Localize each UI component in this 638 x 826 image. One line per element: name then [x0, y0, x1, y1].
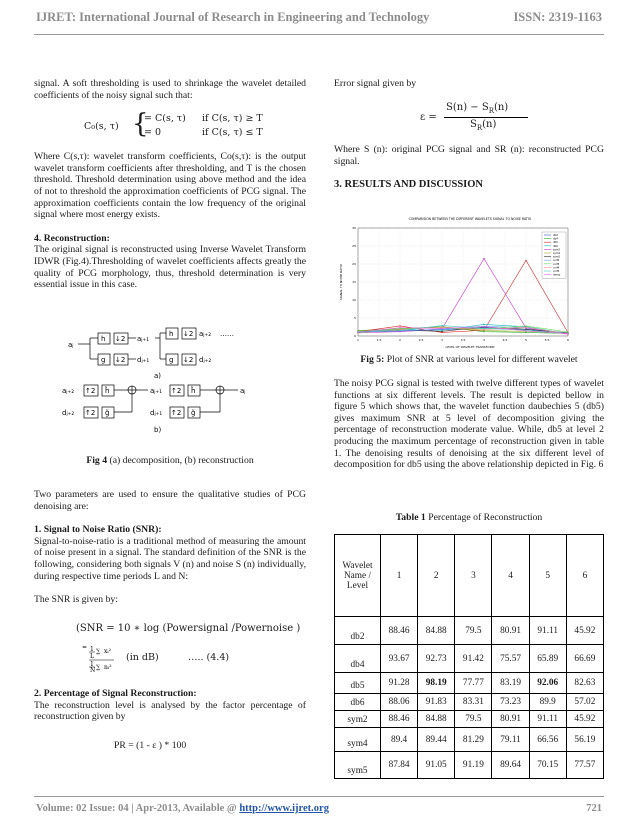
heading-reconstruction: 4. Reconstruction: [34, 232, 110, 244]
table-cell: 84.88 [418, 617, 455, 645]
table-cell: 79.5 [455, 711, 492, 728]
chart-legend-label: coif5 [553, 270, 560, 273]
eq-eps-lhs: ε = [420, 112, 437, 123]
chart-x-tick-label: 2.5 [418, 338, 424, 342]
paragraph-parameters: Two parameters are used to ensure the qualitative studies of PCG denoising are: [34, 489, 306, 512]
fig4-up-3: ↑2 [171, 387, 182, 395]
chart-y-tick-label: 30 [352, 226, 356, 230]
eq-lhs: C₀(s, τ) [84, 121, 119, 133]
table-cell: 80.91 [492, 711, 529, 728]
chart-x-tick-label: 1.5 [376, 338, 382, 342]
table-cell: 91.11 [529, 617, 566, 645]
chart-legend-label: coif4 [553, 266, 560, 270]
equation-snr-1: (SNR = 10 ∗ log (Powersignal /Powernoise ) [76, 623, 301, 634]
fig4-aj1: aⱼ₊₁ [137, 335, 150, 343]
paragraph-results: The noisy PCG signal is tested with twelve different types of wavelet functions at six different levels. The result is depicted bellow in figure 5 which shows that, the wavelet function daubechies 5 (db5) gives maximum SNR at 5 level of decomposition giving the percentage of reconstruction moderate value. While, db5 at level 2 producing the maximum percentage of reconstruction given in table 1. The denoising results of denoising at the six different level of decomposition for db5 using the above relationship depicted in Fig. 6 [334, 378, 604, 471]
chart-point-dmey [357, 331, 358, 332]
chart-x-tick-label: 3.5 [460, 338, 466, 342]
table-cell: 73.23 [492, 694, 529, 711]
fig4-dj2: dⱼ₊₂ [199, 356, 212, 364]
svg-text:1: 1 [90, 646, 94, 653]
table-cell-wavelet: sym5 [335, 752, 381, 779]
table-cell: 98.19 [418, 673, 455, 694]
th-level-5: 5 [529, 535, 566, 617]
paragraph-percentage: The reconstruction level is analysed by the factor percentage of reconstruction given by [34, 699, 306, 723]
fig4-diagram [62, 330, 268, 435]
table-cell: 93.67 [381, 645, 418, 673]
table-cell: 91.83 [418, 694, 455, 711]
snr-db: (in dB) [126, 652, 159, 663]
fig4-down-4: ↓2 [183, 356, 194, 364]
svg-text:1: 1 [90, 661, 94, 668]
fig4-up-4: ↑2 [171, 409, 182, 417]
eq-cond1: if C(s, τ) ≥ T [202, 113, 263, 125]
eq-eps-bar [444, 117, 528, 118]
reconstruction-table [334, 534, 604, 779]
table-cell: 79.5 [455, 617, 492, 645]
equation-snr-2 [80, 642, 280, 672]
snr-eq-number: ….. (4.4) [188, 652, 230, 663]
fig4-aj-b: aⱼ [240, 387, 246, 395]
table-row [335, 617, 604, 645]
paragraph-thresholding: signal. A soft thresholding is used to shrinkage the wavelet detailed coefficients of the noisy signal such that: [34, 78, 306, 101]
footer-rule [34, 796, 604, 797]
chart-point-coif4 [441, 326, 442, 327]
table-cell: 91.05 [418, 752, 455, 779]
chart-x-tick-label: 3 [441, 338, 443, 342]
chart-point-dmey [525, 330, 526, 331]
heading-percentage: 2. Percentage of Signal Reconstruction: [34, 688, 197, 699]
chart-legend-label: coif2 [553, 259, 560, 263]
page-number: 721 [586, 803, 602, 814]
table-row [335, 728, 604, 752]
fig4-down-3: ↓2 [183, 330, 194, 338]
eq-eps-denominator: $S_R(n)$ [470, 119, 497, 132]
table-cell-wavelet: db6 [335, 694, 381, 711]
fig4-gtilde-2: g̃ [191, 409, 196, 417]
table-cell: 66.69 [566, 645, 603, 673]
table-cell: 80.91 [492, 617, 529, 645]
chart-point-db6 [483, 324, 484, 325]
fig4-aj2-b: aⱼ₊₂ [62, 387, 75, 395]
svg-text:nᵢ²: nᵢ² [104, 664, 112, 671]
table-cell: 88.46 [381, 711, 418, 728]
fig4-up-2: ↑2 [85, 409, 96, 417]
chart-legend-label: sym2 [553, 248, 561, 252]
fig4-h-2: h [169, 330, 174, 338]
fig4-aj2: aⱼ₊₂ [199, 330, 212, 338]
left-column [34, 78, 306, 291]
fig4-h-1: h [101, 335, 106, 343]
fig5-caption-label: Fig 5: [360, 354, 385, 365]
chart-point-coif3 [525, 325, 526, 326]
chart-point-db5 [399, 325, 400, 326]
table-row [335, 694, 604, 711]
eq-cond2: if C(s, τ) ≤ T [202, 127, 263, 139]
table-cell: 83.19 [492, 673, 529, 694]
table-row [335, 645, 604, 673]
fig5-chart [336, 212, 604, 350]
table-cell-wavelet: sym2 [335, 711, 381, 728]
chart-point-dmey [399, 327, 400, 328]
table-cell: 91.28 [381, 673, 418, 694]
chart-legend-label: dmey [553, 273, 561, 277]
fig4-caption-label: Fig 4 [86, 455, 108, 466]
table-cell: 89.4 [381, 728, 418, 752]
chart-legend-label: db5 [553, 241, 558, 245]
fig4-label-a: a) [154, 372, 162, 380]
table-cell: 45.92 [566, 617, 603, 645]
chart-legend-label: db6 [553, 244, 558, 248]
svg-text:∑: ∑ [96, 648, 101, 655]
chart-x-tick-label: 4.5 [502, 338, 508, 342]
equation-threshold [34, 107, 306, 149]
left-column-lower [34, 489, 306, 606]
table-header-row [335, 535, 604, 617]
table-cell: 77.77 [455, 673, 492, 694]
eq-case2: = 0 [144, 127, 162, 139]
chart-legend-label: coif3 [553, 262, 560, 266]
table-row [335, 752, 604, 779]
heading-snr: 1. Signal to Noise Ratio (SNR): [34, 524, 162, 536]
chart-x-tick-label: 4 [483, 338, 485, 342]
table-cell: 57.02 [566, 694, 603, 711]
table-caption-text: Percentage of Reconstruction [425, 512, 543, 523]
th-level-2: 2 [418, 535, 455, 617]
chart-legend-label: sym5 [553, 255, 561, 259]
table-cell: 84.88 [418, 711, 455, 728]
right-column-top [334, 144, 604, 191]
fig4-htilde-1: h̃ [105, 387, 110, 395]
footer-volume: Volume: 02 Issue: 04 | Apr-2013, Available @ http://www.ijret.org [36, 803, 329, 814]
fig4-down-1: ↓2 [115, 335, 126, 343]
svg-text:∑: ∑ [96, 664, 101, 671]
fig4-gtilde-1: g̃ [105, 409, 110, 417]
fig4-up-1: ↑2 [85, 387, 96, 395]
chart-y-tick-label: 0 [354, 334, 356, 338]
chart-x-tick-label: 2 [399, 338, 401, 342]
svg-text:L: L [90, 653, 94, 660]
table-cell: 89.64 [492, 752, 529, 779]
fig4-caption [34, 455, 306, 467]
chart-point-dmey [441, 328, 442, 329]
fig4-htilde-2: h̃ [191, 387, 196, 395]
chart-point-dmey [483, 326, 484, 327]
table-caption [334, 512, 604, 524]
table-cell: 83.31 [455, 694, 492, 711]
chart-x-tick-label: 6 [567, 338, 569, 342]
th-wavelet: Wavelet Name / Level [335, 535, 381, 617]
fig4-g-1: g [101, 356, 106, 364]
chart-legend-label: db4 [553, 237, 558, 241]
chart-point-db5 [525, 260, 526, 261]
table-cell: 65.89 [529, 645, 566, 673]
issn: ISSN: 2319-1163 [513, 10, 602, 24]
fig4-dj1: dⱼ₊₁ [137, 356, 150, 364]
paragraph-where-s: Where S (n): original PCG signal and SR (n): reconstructed PCG signal. [334, 144, 604, 167]
table-cell: 88.06 [381, 694, 418, 711]
journal-title: IJRET: International Journal of Research in Engineering and Technology [36, 10, 430, 24]
chart-y-tick-label: 20 [352, 262, 356, 266]
table-cell: 91.42 [455, 645, 492, 673]
table-row [335, 673, 604, 694]
chart-y-tick-label: 5 [354, 316, 356, 320]
equation-epsilon [420, 100, 540, 136]
svg-text:xᵢ²: xᵢ² [104, 648, 111, 655]
fig4-g-2: g [169, 356, 174, 364]
th-level-4: 4 [492, 535, 529, 617]
chart-point-sym2 [483, 258, 484, 259]
paragraph-reconstruction: The original signal is reconstructed using Inverse Wavelet Transform IDWR (Fig.4).Thresholding of wavelet coefficients affects greatly the quality of PCG morphology, thus, threshold determination is very essential issue in this case. [34, 244, 306, 291]
chart-y-tick-label: 15 [352, 280, 356, 284]
table-cell: 89.9 [529, 694, 566, 711]
paragraph-snr: Signal-to-noise-ratio is a traditional method of measuring the amount of noise present in a signal. The standard definition of the SNR is the following, considering both signals V (n) and noise S (n) individually, during respective time periods L and N: [34, 535, 306, 582]
table-cell: 92.06 [529, 673, 566, 694]
table-cell: 92.73 [418, 645, 455, 673]
th-level-6: 6 [566, 535, 603, 617]
equation-pr: PR = (1 - ε ) * 100 [114, 740, 187, 751]
fig4-dj1-b: dⱼ₊₁ [150, 409, 163, 417]
table-cell: 45.92 [566, 711, 603, 728]
table-cell: 56.19 [566, 728, 603, 752]
fig4-aj1-b: aⱼ₊₁ [150, 387, 163, 395]
table-cell: 81.29 [455, 728, 492, 752]
table-cell: 91.19 [455, 752, 492, 779]
fig4-dots: …… [220, 330, 234, 338]
fig4-caption-text: (a) decomposition, (b) reconstruction [107, 455, 254, 466]
chart-y-tick-label: 10 [352, 298, 356, 302]
chart-point-coif4 [525, 327, 526, 328]
fig5-caption-text: Plot of SNR at various level for different wavelet [384, 354, 578, 365]
chart-point-coif5 [399, 330, 400, 331]
heading-results: 3. RESULTS AND DISCUSSION [334, 179, 483, 191]
fig4-aj: aⱼ [68, 341, 74, 349]
th-level-1: 1 [381, 535, 418, 617]
chart-point-coif5 [483, 328, 484, 329]
chart-x-tick-label: 5 [525, 338, 527, 342]
chart-point-sym5 [441, 331, 442, 332]
table-cell-wavelet: db5 [335, 673, 381, 694]
table-cell: 70.15 [529, 752, 566, 779]
eq-brace: { [132, 109, 149, 140]
table-cell: 66.56 [529, 728, 566, 752]
th-level-3: 3 [455, 535, 492, 617]
chart-x-tick-label: 1 [357, 338, 359, 342]
fig5-caption [334, 354, 604, 366]
chart-point-dmey [567, 333, 568, 334]
fig4-dj2-b: dⱼ₊₂ [62, 409, 75, 417]
chart-xlabel: LEVEL OF WAVELET TRANSFORM [445, 345, 495, 349]
fig4-label-b: b) [154, 426, 162, 434]
svg-text:=: = [82, 644, 88, 651]
table-row [335, 711, 604, 728]
table-cell: 75.57 [492, 645, 529, 673]
left-column-bottom [34, 688, 306, 723]
table-cell: 88.46 [381, 617, 418, 645]
error-signal-text: Error signal given by [334, 78, 417, 89]
eq-case1: = C(s, τ) [144, 113, 186, 125]
table-cell: 77.57 [566, 752, 603, 779]
chart-title: COMPARISION BETWEEN THE DIFFERENT WAVELETS SIGNAL TO NOISE RATIO [408, 217, 532, 221]
table-cell-wavelet: sym4 [335, 728, 381, 752]
table-cell-wavelet: db4 [335, 645, 381, 673]
paragraph-snr-given: The SNR is given by: [34, 594, 118, 606]
table-cell: 79.11 [492, 728, 529, 752]
svg-text:N: N [90, 667, 96, 674]
chart-legend-label: db2 [553, 234, 558, 237]
fig4-down-2: ↓2 [115, 356, 126, 364]
table-cell: 82.63 [566, 673, 603, 694]
footer-link[interactable]: http://www.ijret.org [239, 803, 329, 814]
chart-y-tick-label: 25 [352, 244, 356, 248]
header-rule [34, 34, 604, 35]
table-cell: 87.84 [381, 752, 418, 779]
chart-x-tick-label: 5.5 [544, 338, 550, 342]
paragraph-coefficients: Where C(s,τ): wavelet transform coefficients, Co(s,τ): is the output wavelet transform coefficients after thresholding, and T is the chosen threshold. Threshold determination using above method and the idea of not to threshold the approximation coefficients of PCG signal. The approximation coefficients contain the low frequency of the original signal where most energy exists. [34, 151, 306, 221]
chart-ylabel: SIGNAL TO NOISE RATIO [339, 263, 343, 301]
chart-point-coif5 [441, 325, 442, 326]
table-cell-wavelet: db2 [335, 617, 381, 645]
table-cell: 89.44 [418, 728, 455, 752]
chart-legend-label: sym4 [553, 252, 561, 255]
table-cell: 91.11 [529, 711, 566, 728]
eq-eps-numerator: $S(n) - S_R(n)$ [446, 102, 509, 115]
table-caption-label: Table 1 [395, 512, 426, 523]
